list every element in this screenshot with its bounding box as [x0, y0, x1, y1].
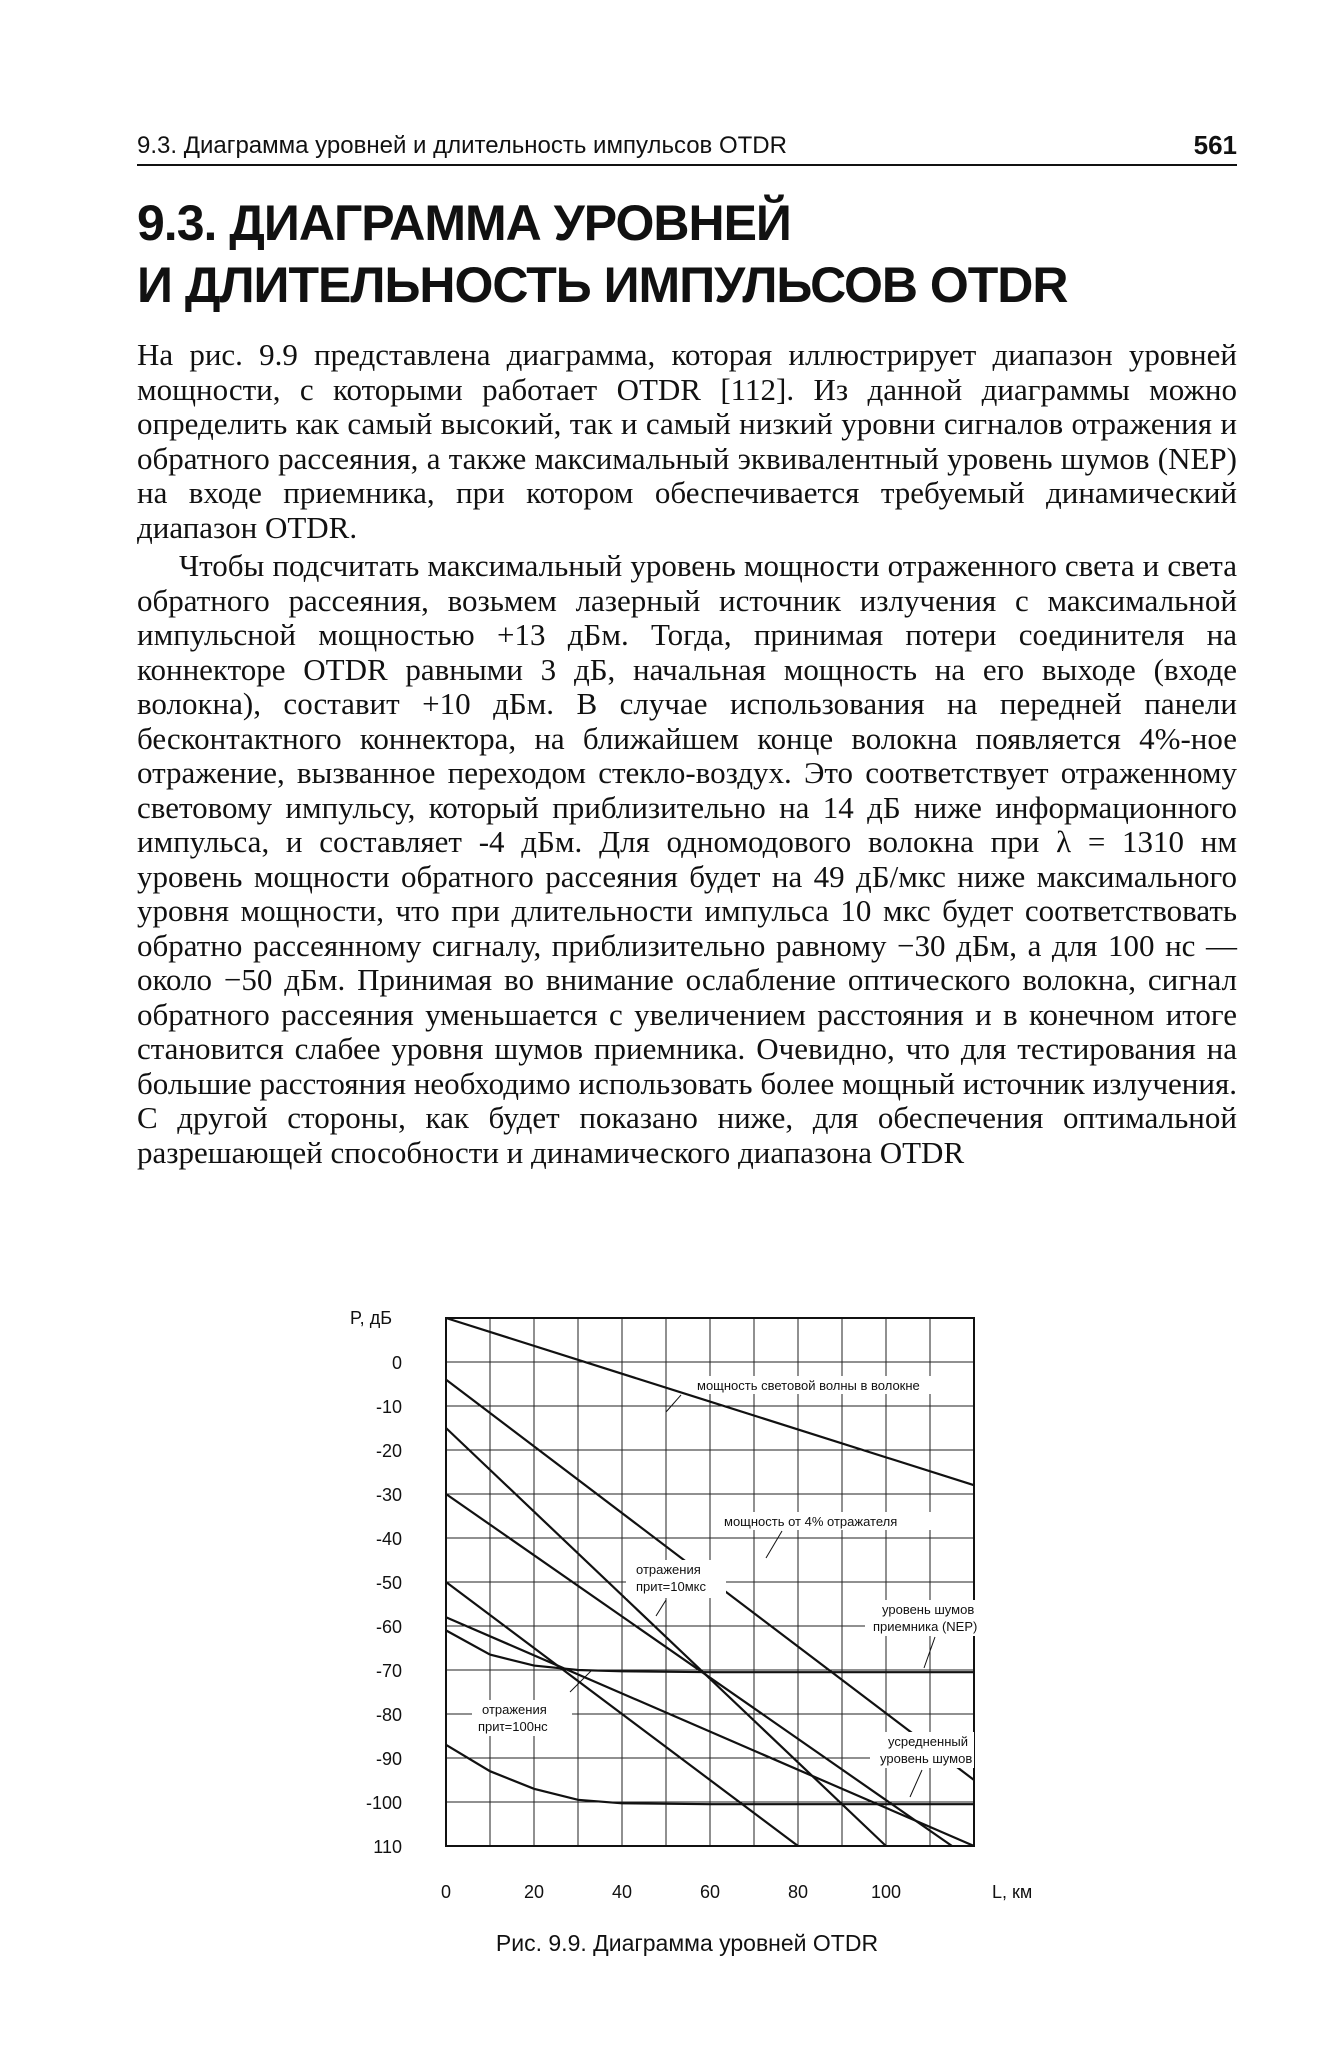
section-title-line-2: И ДЛИТЕЛЬНОСТЬ ИМПУЛЬСОВ OTDR — [137, 257, 1068, 313]
chart-labels — [472, 1376, 977, 1797]
x-tick-label: 80 — [787, 1882, 809, 1902]
annotation-leader — [766, 1531, 782, 1558]
annotation-leader — [666, 1395, 681, 1412]
annotation-refl-10us-line1: отражения — [636, 1562, 701, 1577]
annotation-nep-line2: приемника (NEP) — [873, 1619, 978, 1634]
y-tick-label: -20 — [375, 1441, 402, 1461]
annotation-refl-100ns-line1: отражения — [482, 1702, 547, 1717]
x-tick-label: 0 — [440, 1882, 452, 1902]
annotation-leader — [910, 1770, 922, 1797]
annotation-reflector: мощность от 4% отражателя — [724, 1514, 898, 1529]
y-tick-label: -70 — [375, 1661, 402, 1681]
x-axis-label: L, км — [992, 1882, 1033, 1902]
annotation-signal: мощность световой волны в волокне — [697, 1378, 920, 1393]
otdr-level-diagram — [350, 1300, 1060, 1920]
y-tick-label: -60 — [375, 1617, 402, 1637]
y-tick-label: -30 — [375, 1485, 402, 1505]
y-tick-label: -80 — [375, 1705, 402, 1725]
annotation-avg-noise-line1: усредненный — [888, 1734, 968, 1749]
x-tick-label: 40 — [611, 1882, 633, 1902]
y-tick-label: -90 — [375, 1749, 402, 1769]
annotation-refl-10us-line2: приτ=10мкс — [636, 1579, 706, 1594]
section-title-line-1: 9.3. ДИАГРАММА УРОВНЕЙ — [137, 195, 791, 251]
running-head-title: 9.3. Диаграмма уровней и длительность импульсов OTDR — [137, 132, 787, 159]
y-tick-label: -40 — [375, 1529, 402, 1549]
annotation-refl-100ns-line2: приτ=100нс — [478, 1719, 548, 1734]
header-rule — [137, 164, 1237, 166]
y-axis-label: P, дБ — [350, 1308, 393, 1328]
paragraph-1: На рис. 9.9 представлена диаграмма, которая иллюстрирует диапазон уровней мощности, с которыми работает OTDR [112]. Из данной диаграммы можно определить как самый высокий, так и самый низкий уровни сигналов отражения и обратного рассеяния, а также максимальный эквивалентный уровень шумов (NEP) на входе приемника, при котором обеспечивается требуемый динамический диапазон OTDR. — [137, 337, 1237, 545]
y-tick-label: -10 — [375, 1397, 402, 1417]
y-tick-label: 0 — [391, 1353, 402, 1373]
annotation-nep-line1: уровень шумов — [882, 1602, 975, 1617]
running-head — [137, 128, 1237, 168]
page-number: 561 — [1193, 130, 1237, 160]
x-tick-label: 100 — [870, 1882, 902, 1902]
x-tick-label: 60 — [699, 1882, 721, 1902]
y-tick-label: -50 — [375, 1573, 402, 1593]
x-tick-label: 20 — [523, 1882, 545, 1902]
annotation-avg-noise-line2: уровень шумов — [880, 1751, 973, 1766]
y-tick-label: 110 — [373, 1837, 402, 1857]
body-text — [137, 338, 1237, 1170]
annotation-leader — [656, 1600, 666, 1616]
figure-caption: Рис. 9.9. Диаграмма уровней OTDR — [495, 1930, 879, 1956]
y-tick-label: -100 — [365, 1793, 402, 1813]
paragraph-2: Чтобы подсчитать максимальный уровень мощности отраженного света и света обратного рассеяния, возьмем лазерный источник излучения с максимальной импульсной мощностью +13 дБм. Тогда, принимая потери соединителя на коннекторе OTDR равными 3 дБ, начальная мощность на его выходе (входе волокна), составит +10 дБм. В случае использования на передней панели бесконтактного коннектора, на ближайшем конце волокна появляется 4%-ное отражение, вызванное переходом стекло-воздух. Это соответствует отраженному световому импульсу, который приблизительно на 14 дБ ниже информационного импульса, и составляет -4 дБм. Для одномодового волокна при λ = 1310 нм уровень мощности обратного рассеяния будет на 49 дБ/мкс ниже максимального уровня мощности, что при длительности импульса 10 мкс будет соответствовать обратно рассеянному сигналу, приблизительно равному −30 дБм, а для 100 нс — около −50 дБм. Принимая во внимание ослабление оптического волокна, сигнал обратного рассеяния уменьшается с увеличением расстояния и в конечном итоге становится слабее уровня шумов приемника. Очевидно, что для тестирования на большие расстояния необходимо использовать более мощный источник излучения. С другой стороны, как будет показано ниже, для обеспечения оптимальной разрешающей способности и динамического диапазона OTDR — [137, 548, 1237, 1170]
section-title — [137, 192, 1237, 316]
